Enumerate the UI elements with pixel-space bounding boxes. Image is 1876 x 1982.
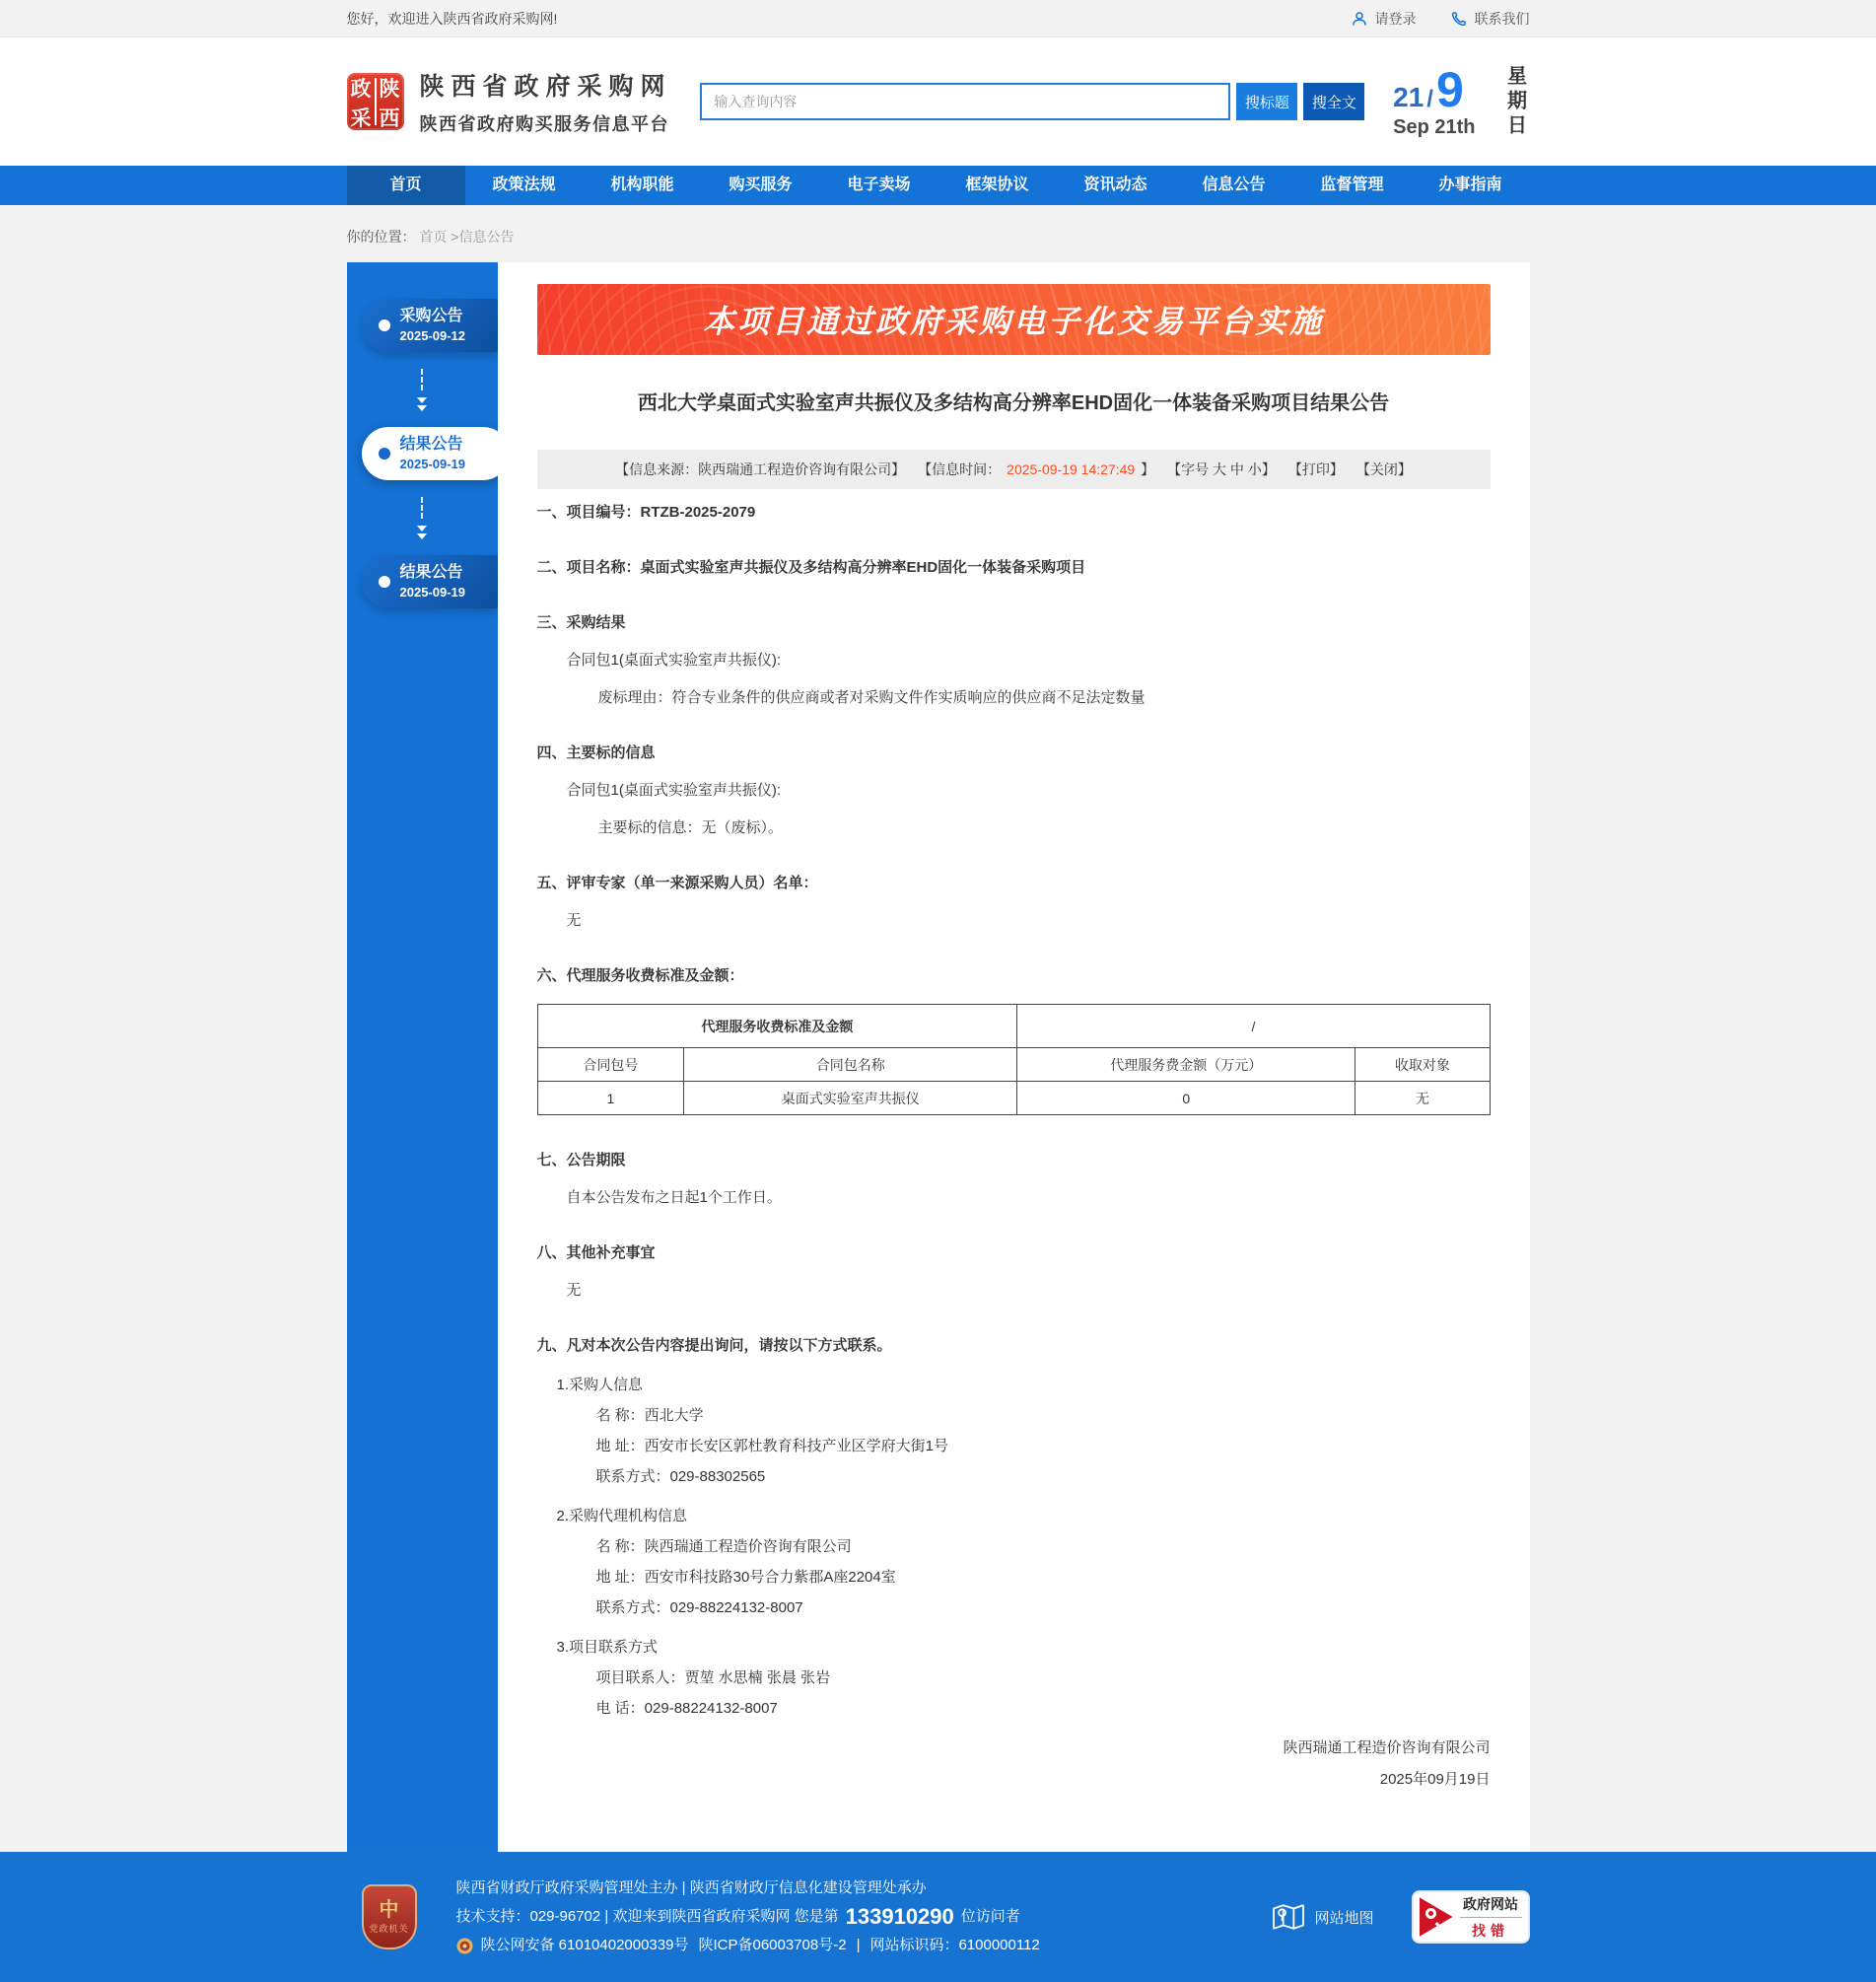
- user-icon: [1351, 10, 1368, 28]
- site-subtitle: 陕西省政府购买服务信息平台: [419, 114, 669, 134]
- table-cell: 0: [1017, 1082, 1355, 1115]
- site-code-label: 网站标识码：6100000112: [869, 1937, 1040, 1953]
- signature-company: 陕西瑞通工程造价咨询有限公司: [1283, 1739, 1491, 1756]
- table-col-header: 合同包名称: [684, 1048, 1017, 1082]
- header: [0, 37, 1876, 166]
- sitemap-label: 网站地图: [1314, 1909, 1374, 1927]
- font-size-control[interactable]: 【字号 大 中 小】: [1167, 461, 1276, 477]
- e-trading-banner: 本项目通过政府采购电子化交易平台实施: [537, 284, 1491, 355]
- close-button[interactable]: 【关闭】: [1355, 461, 1412, 477]
- site-logo: [347, 73, 404, 130]
- date-english: Sep 21th: [1393, 115, 1476, 138]
- section-heading: 九、凡对本次公告内容提出询问，请按以下方式联系。: [536, 1337, 892, 1354]
- error-badge-action: 找错: [1472, 1922, 1509, 1939]
- search-fulltext-button[interactable]: 搜全文: [1303, 83, 1364, 120]
- logo-char: 西: [379, 106, 400, 130]
- search-title-button[interactable]: 搜标题: [1236, 83, 1297, 120]
- nav-item-guide[interactable]: 办事指南: [1438, 177, 1502, 193]
- contact-line: 联系方式：029-88224132-8007: [595, 1599, 803, 1616]
- nav-item-home[interactable]: 首页: [347, 166, 465, 205]
- breadcrumb-label: 你的位置：: [346, 229, 416, 245]
- footer-registration-line: [456, 1934, 1274, 1957]
- timeline-dot: [379, 448, 390, 460]
- section-line: 主要标的信息：无（废标）。: [597, 819, 784, 836]
- nav-item-e-mall[interactable]: 电子卖场: [847, 177, 911, 193]
- greeting-text: 您好，欢迎进入陕西省政府采购网!: [346, 11, 558, 27]
- weekday-label: 星期日: [1503, 64, 1526, 139]
- support-prefix: 技术支持：029-96702 | 欢迎来到陕西省政府采购网 您是第: [455, 1908, 839, 1925]
- topbar: [0, 0, 1876, 37]
- article-panel: [498, 262, 1530, 1852]
- section-heading: 五、评审专家（单一来源采购人员）名单：: [536, 875, 818, 891]
- timeline-arrow: [347, 480, 498, 555]
- contact-line: 联系方式：029-88302565: [595, 1468, 766, 1485]
- nav-item-functions[interactable]: 机构职能: [610, 177, 674, 193]
- meta-time-close: 】: [1141, 461, 1155, 477]
- signature-date: 2025年09月19日: [1379, 1771, 1491, 1788]
- timeline-item-purchase-announcement[interactable]: 采购公告 2025-09-12: [362, 299, 498, 352]
- section-line: 废标理由：符合专业条件的供应商或者对采购文件作实质响应的供应商不足法定数量: [597, 689, 1146, 706]
- support-suffix: 位访问者: [960, 1908, 1020, 1925]
- section-line: 无: [566, 912, 582, 929]
- gov-site-error-report-badge[interactable]: [1412, 1890, 1530, 1944]
- error-badge-title: 政府网站: [1460, 1894, 1522, 1918]
- date-slash: /: [1426, 85, 1433, 112]
- search-input[interactable]: [700, 83, 1230, 120]
- logo-char: 采: [350, 106, 372, 130]
- agency-fee-table: [537, 1004, 1491, 1115]
- section-line: 合同包1(桌面式实验室声共振仪):: [566, 782, 782, 799]
- meta-time-value: 2025-09-19 14:27:49: [1007, 461, 1136, 477]
- contact-line: 地 址：西安市科技路30号合力紫郡A座2204室: [595, 1569, 896, 1586]
- flag-magnifier-icon: [1420, 1897, 1453, 1937]
- table-merged-header-value: /: [1017, 1005, 1490, 1048]
- timeline-item-result-announcement[interactable]: 结果公告 2025-09-19: [362, 555, 498, 608]
- date-widget: [1393, 61, 1529, 139]
- visitor-count: 133910290: [845, 1904, 954, 1929]
- police-emblem-icon: [456, 1938, 473, 1954]
- table-merged-header: 代理服务收费标准及金额: [537, 1005, 1017, 1048]
- section-line: 合同包1(桌面式实验室声共振仪):: [566, 652, 782, 669]
- section-heading: 一、项目编号：RTZB-2025-2079: [536, 504, 756, 521]
- badge-label: 党政机关: [369, 1923, 409, 1934]
- section-heading: 二、项目名称：桌面式实验室声共振仪及多结构高分辨率EHD固化一体装备采购项目: [536, 559, 1086, 576]
- footer-organizer-line: 陕西省财政厅政府采购管理处主办 | 陕西省财政厅信息化建设管理处承办: [455, 1879, 927, 1896]
- section-line: 无: [566, 1282, 582, 1299]
- section-line: 自本公告发布之日起1个工作日。: [566, 1189, 782, 1206]
- table-row: [537, 1082, 1490, 1115]
- date-month: 9: [1435, 61, 1464, 117]
- login-link[interactable]: [1351, 9, 1417, 29]
- contact-label: 联系我们: [1474, 11, 1530, 27]
- phone-icon: [1450, 10, 1468, 28]
- meta-time-label: 【信息时间：: [918, 461, 1002, 477]
- contact-group-heading: 1.采购人信息: [556, 1377, 644, 1393]
- footer-support-line: [456, 1905, 1274, 1929]
- site-name: 陕西省政府采购网: [419, 73, 672, 101]
- timeline-dot: [379, 319, 390, 331]
- contact-line: 项目联系人：贾堃 水思楠 张晨 张岩: [595, 1669, 831, 1686]
- section-heading: 七、公告期限: [536, 1152, 626, 1168]
- contact-line: 名 称：陕西瑞通工程造价咨询有限公司: [595, 1538, 852, 1555]
- nav-item-framework[interactable]: 框架协议: [965, 177, 1029, 193]
- brand: [347, 67, 672, 136]
- public-security-record-link[interactable]: 陕公网安备 61010402000339号: [480, 1937, 689, 1953]
- print-button[interactable]: 【打印】: [1287, 461, 1344, 477]
- sitemap-link[interactable]: [1273, 1903, 1373, 1931]
- main-nav: [0, 166, 1876, 205]
- contact-group-heading: 2.采购代理机构信息: [556, 1508, 688, 1524]
- contact-group-heading: 3.项目联系方式: [556, 1639, 659, 1656]
- section-heading: 三、采购结果: [536, 614, 626, 631]
- nav-item-news[interactable]: 资讯动态: [1083, 177, 1147, 193]
- section-heading: 四、主要标的信息: [536, 744, 656, 761]
- timeline-arrow: [347, 352, 498, 427]
- article-title: 西北大学桌面式实验室声共振仪及多结构高分辨率EHD固化一体装备采购项目结果公告: [637, 392, 1390, 414]
- contact-line: 名 称：西北大学: [595, 1407, 704, 1424]
- nav-item-announcements[interactable]: 信息公告: [1202, 177, 1266, 193]
- nav-item-purchase-services[interactable]: 购买服务: [729, 177, 793, 193]
- icp-record-link[interactable]: 陕ICP备06003708号-2: [698, 1937, 847, 1953]
- nav-item-supervision[interactable]: 监督管理: [1320, 177, 1384, 193]
- announcement-timeline: [347, 262, 498, 1852]
- login-label: 请登录: [1374, 11, 1417, 27]
- contact-link[interactable]: [1450, 9, 1530, 29]
- map-icon: [1273, 1903, 1304, 1931]
- contact-line: 电 话：029-88224132-8007: [595, 1700, 778, 1717]
- article-meta-bar: [537, 450, 1491, 489]
- section-heading: 六、代理服务收费标准及金额：: [536, 967, 744, 984]
- table-col-header: 收取对象: [1355, 1048, 1490, 1082]
- breadcrumb: [347, 205, 1530, 262]
- nav-item-policies[interactable]: 政策法规: [492, 177, 556, 193]
- contact-line: 地 址：西安市长安区郭杜教育科技产业区学府大街1号: [595, 1438, 949, 1454]
- footer-divider: |: [856, 1937, 861, 1953]
- footer: [0, 1852, 1876, 1982]
- breadcrumb-current[interactable]: >信息公告: [451, 229, 515, 245]
- table-cell: 无: [1355, 1082, 1490, 1115]
- breadcrumb-home-link[interactable]: 首页: [419, 229, 448, 245]
- logo-char: 政: [350, 77, 372, 101]
- meta-source: 【信息来源：陕西瑞通工程造价咨询有限公司】: [615, 461, 906, 477]
- search-bar: [700, 83, 1364, 120]
- timeline-dot: [379, 576, 390, 588]
- date-day: 21: [1393, 81, 1424, 112]
- table-cell: 1: [537, 1082, 684, 1115]
- signature-block: [537, 1738, 1491, 1790]
- table-cell: 桌面式实验室声共振仪: [684, 1082, 1017, 1115]
- timeline-item-result-announcement-active[interactable]: 结果公告 2025-09-19: [362, 427, 510, 480]
- party-government-badge: 中 党政机关: [362, 1884, 417, 1949]
- table-col-header: 合同包号: [537, 1048, 684, 1082]
- logo-char: 陕: [379, 77, 400, 101]
- table-col-header: 代理服务费金额（万元）: [1017, 1048, 1355, 1082]
- section-heading: 八、其他补充事宜: [536, 1244, 656, 1261]
